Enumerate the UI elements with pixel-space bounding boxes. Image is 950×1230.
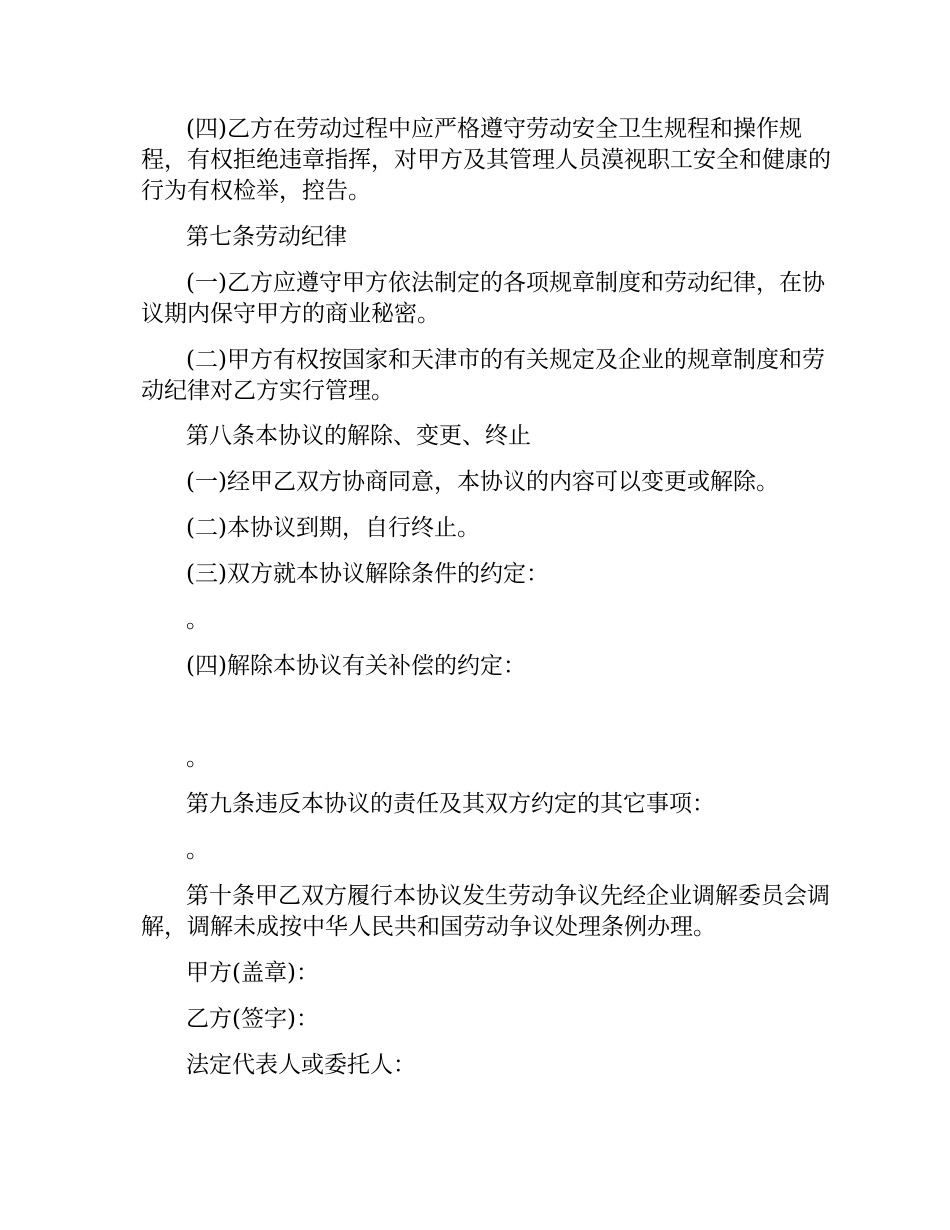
blank-line-period: 。 — [186, 837, 209, 863]
clause-8-item-3: (三)双方就本协议解除条件的约定： — [186, 561, 549, 587]
clause-8-item-2: (二)本协议到期，自行终止。 — [186, 515, 480, 541]
clause-7-item-1: (一)乙方应遵守甲方依法制定的各项规章制度和劳动纪律，在协议期内保守甲方的商业秘密。 — [141, 270, 825, 327]
clause-7-item-2: (二)甲方有权按国家和天津市的有关规定及企业的规章制度和劳动纪律对乙方实行管理。 — [141, 347, 825, 404]
blank-line-period: 。 — [186, 745, 209, 771]
legal-representative-line: 法定代表人或委托人： — [186, 1052, 416, 1078]
party-b-signature-line: 乙方(签字)： — [186, 1006, 319, 1032]
article-9-heading: 第九条违反本协议的责任及其双方约定的其它事项： — [186, 791, 715, 817]
clause-6-item-4: (四)乙方在劳动过程中应严格遵守劳动安全卫生规程和操作规程，有权拒绝违章指挥，对甲方及其管理人员漠视职工安全和健康的行为有权检举，控告。 — [141, 116, 831, 204]
article-7-heading: 第七条劳动纪律 — [186, 224, 347, 250]
blank-line-period: 。 — [186, 607, 209, 633]
article-10: 第十条甲乙双方履行本协议发生劳动争议先经企业调解委员会调解，调解未成按中华人民共和国劳动争议处理条例办理。 — [141, 883, 830, 940]
clause-8-item-4: (四)解除本协议有关补偿的约定： — [186, 653, 526, 679]
party-a-seal-line: 甲方(盖章)： — [186, 960, 319, 986]
clause-8-item-1: (一)经甲乙双方协商同意，本协议的内容可以变更或解除。 — [186, 469, 779, 495]
article-8-heading: 第八条本协议的解除、变更、终止 — [186, 423, 531, 449]
